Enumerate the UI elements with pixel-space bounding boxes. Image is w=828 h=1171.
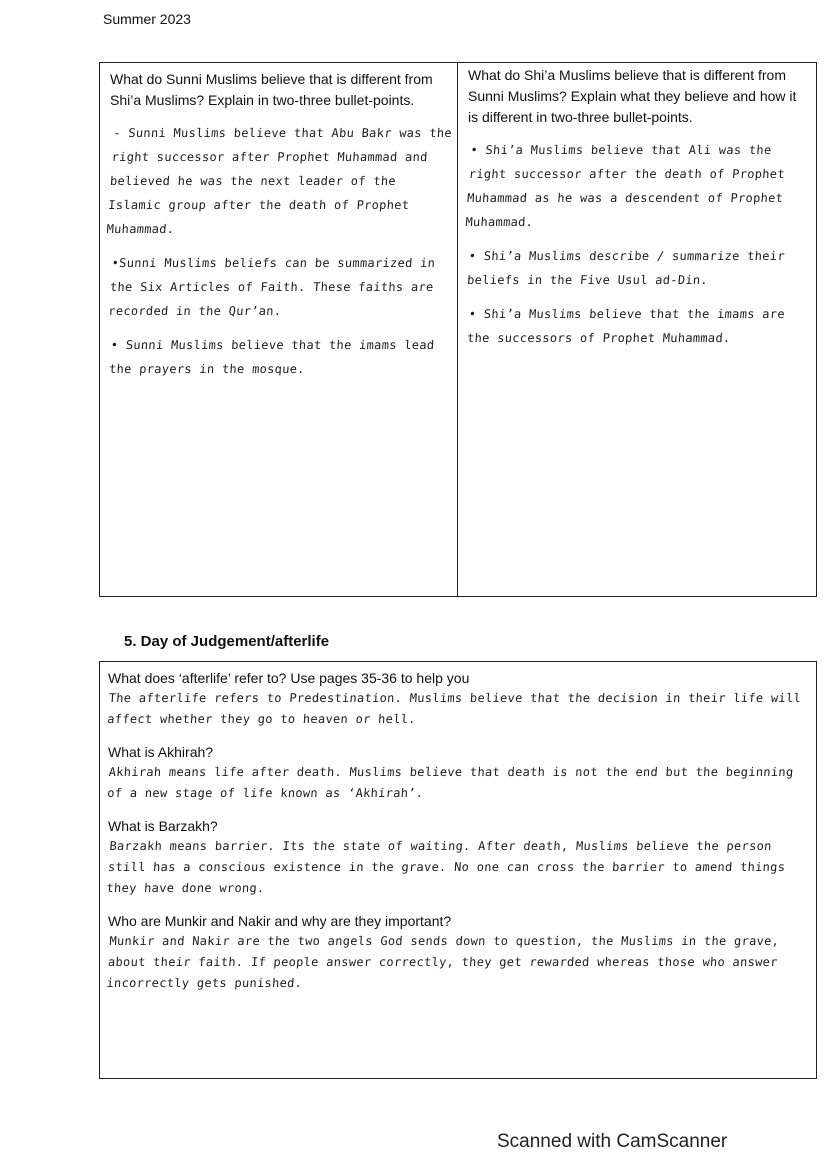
sunni-answer-3: • Sunni Muslims believe that the imams lead the prayers in the mosque. xyxy=(108,338,435,376)
afterlife-question: What does ‘afterlife’ refer to? Use pages 35-36 to help you xyxy=(108,670,470,686)
barzakh-answer: Barzakh means barrier. Its the state of waiting. After death, Muslims believe the person still has a conscious existence in the grave. No one can cross the barrier to amend things they have done wrong. xyxy=(106,839,786,895)
shia-answer-1: • Shi’a Muslims believe that Ali was the right successor after the death of Prophet Muhammad as he was a descendent of Prophet Muhammad. xyxy=(464,143,786,229)
shia-column xyxy=(458,63,816,596)
scanner-watermark: Scanned with CamScanner xyxy=(497,1131,728,1152)
section-title: 5. Day of Judgement/afterlife xyxy=(124,633,330,650)
munkir-nakir-answer: Munkir and Nakir are the two angels God sends down to question, the Muslims in the grave, about their faith. If people answer correctly, they get rewarded whereas those who answer incorrectly gets punished. xyxy=(106,934,780,990)
barzakh-question: What is Barzakh? xyxy=(108,818,218,834)
afterlife-table xyxy=(99,661,817,1079)
afterlife-answer: The afterlife refers to Predestination. Muslims believe that the decision in their life will affect whether they go to heaven or hell. xyxy=(106,691,802,726)
sunni-question: What do Sunni Muslims believe that is different from Shi’a Muslims? Explain in two-three bullet-points. xyxy=(110,71,433,108)
sunni-column xyxy=(100,63,458,596)
shia-question: What do Shi’a Muslims believe that is different from Sunni Muslims? Explain what they believe and how it is different in two-three bullet-points. xyxy=(468,67,797,125)
munkir-nakir-question: Who are Munkir and Nakir and why are they important? xyxy=(108,913,452,929)
page-header: Summer 2023 xyxy=(103,11,191,27)
akhirah-question: What is Akhirah? xyxy=(108,744,214,760)
shia-answer-2: • Shi’a Muslims describe / summarize their beliefs in the Five Usul ad-Din. xyxy=(466,249,786,287)
shia-answer-3: • Shi’a Muslims believe that the imams are the successors of Prophet Muhammad. xyxy=(466,307,786,345)
sunni-shia-table xyxy=(99,62,817,597)
sunni-answer-1: - Sunni Muslims believe that Abu Bakr was the right successor after Prophet Muhammad and believed he was the next leader of the Islamic group after the death of Prophet Muhammad. xyxy=(106,126,453,236)
akhirah-answer: Akhirah means life after death. Muslims believe that death is not the end but the beginning of a new stage of life known as ‘Akhirah’. xyxy=(106,765,795,800)
sunni-answer-2: •Sunni Muslims beliefs can be summarized in the Six Articles of Faith. These faiths are recorded in the Qur’an. xyxy=(107,256,436,318)
